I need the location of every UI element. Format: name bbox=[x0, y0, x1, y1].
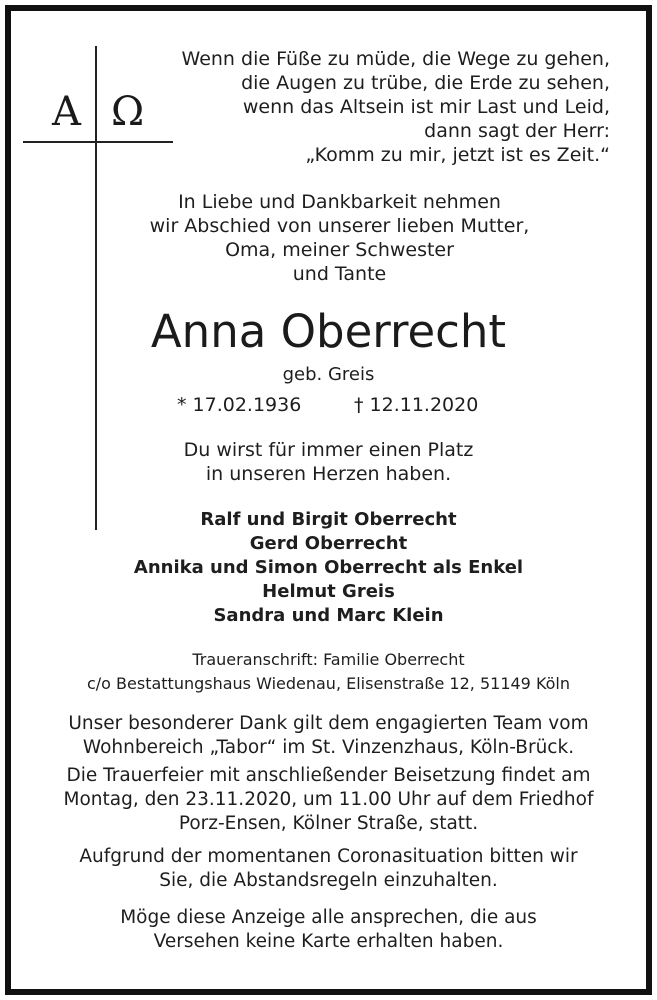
mourners-list bbox=[0, 508, 657, 628]
quote-line: Du wirst für immer einen Platz bbox=[183, 439, 474, 461]
funeral-line: Die Trauerfeier mit anschließender Beisetzung findet am bbox=[66, 765, 591, 786]
thanks-line: Unser besonderer Dank gilt dem engagierten Team vom bbox=[68, 713, 589, 734]
card-request-paragraph bbox=[0, 906, 657, 954]
poem-line: Wenn die Füße zu müde, die Wege zu gehen, bbox=[181, 48, 610, 70]
corona-line: Aufgrund der momentanen Coronasituation bitten wir bbox=[79, 846, 578, 867]
intro-line: Oma, meiner Schwester bbox=[225, 239, 454, 261]
quote-line: in unseren Herzen haben. bbox=[205, 463, 452, 485]
address-line: c/o Bestattungshaus Wiedenau, Elisenstraße 12, 51149 Köln bbox=[86, 674, 571, 693]
birth-date: * 17.02.1936 bbox=[177, 394, 302, 416]
mourning-address bbox=[0, 648, 657, 696]
intro-line: wir Abschied von unserer lieben Mutter, bbox=[149, 215, 530, 237]
deceased-name: Anna Oberrecht bbox=[150, 305, 507, 358]
mourner-entry: Gerd Oberrecht bbox=[249, 533, 408, 554]
alpha-symbol: A bbox=[52, 89, 81, 135]
address-line: Traueranschrift: Familie Oberrecht bbox=[192, 650, 465, 669]
memorial-quote bbox=[0, 438, 657, 486]
mourner-entry: Annika und Simon Oberrecht als Enkel bbox=[133, 557, 524, 578]
intro-line: und Tante bbox=[292, 263, 387, 285]
poem-line: die Augen zu trübe, die Erde zu sehen, bbox=[241, 72, 610, 94]
poem-line: wenn das Altsein ist mir Last und Leid, bbox=[242, 96, 610, 118]
funeral-line: Montag, den 23.11.2020, um 11.00 Uhr auf dem Friedhof bbox=[63, 789, 594, 810]
poem bbox=[140, 47, 610, 167]
corona-notice-paragraph bbox=[0, 845, 657, 893]
funeral-info-paragraph bbox=[0, 764, 657, 836]
mourner-entry: Sandra und Marc Klein bbox=[213, 605, 444, 626]
mourner-entry: Helmut Greis bbox=[262, 581, 395, 602]
poem-line: „Komm zu mir, jetzt ist es Zeit.“ bbox=[305, 144, 610, 166]
thanks-line: Wohnbereich „Tabor“ im St. Vinzenzhaus, Köln-Brück. bbox=[82, 737, 575, 758]
request-line: Versehen keine Karte erhalten haben. bbox=[153, 931, 504, 952]
intro-text bbox=[11, 190, 657, 286]
intro-line: In Liebe und Dankbarkeit nehmen bbox=[178, 191, 501, 213]
poem-line: dann sagt der Herr: bbox=[424, 120, 610, 142]
funeral-line: Porz-Ensen, Kölner Straße, statt. bbox=[178, 813, 479, 834]
request-line: Möge diese Anzeige alle ansprechen, die aus bbox=[120, 907, 537, 928]
mourner-entry: Ralf und Birgit Oberrecht bbox=[200, 509, 457, 530]
thanks-paragraph bbox=[0, 712, 657, 760]
birth-name: geb. Greis bbox=[282, 364, 375, 385]
death-date: † 12.11.2020 bbox=[354, 394, 479, 416]
corona-line: Sie, die Abstandsregeln einzuhalten. bbox=[159, 870, 498, 891]
omega-symbol: Ω bbox=[111, 89, 145, 135]
